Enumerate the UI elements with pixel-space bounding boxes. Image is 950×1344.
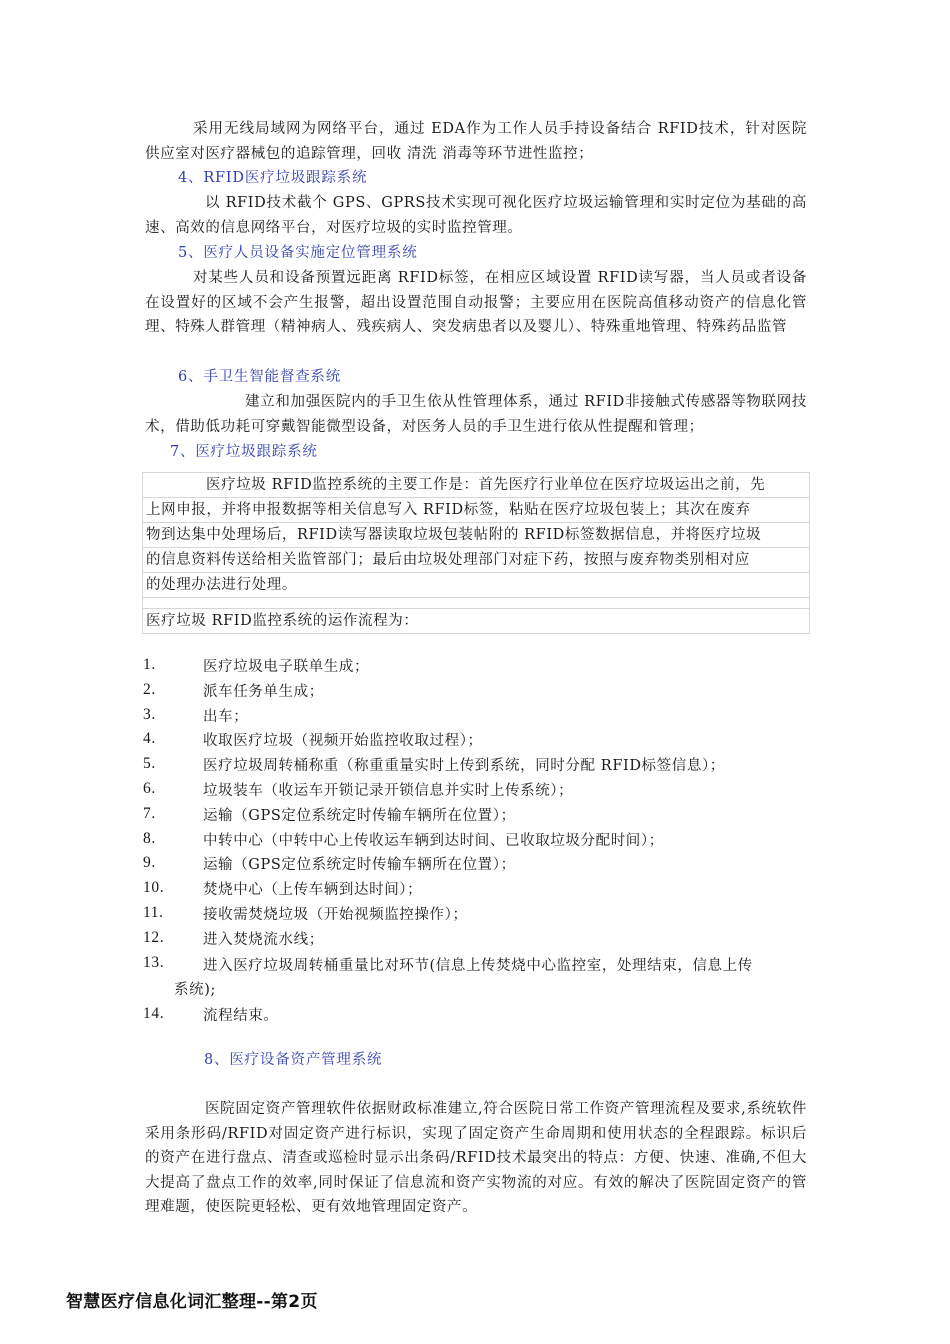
flow-step-text: 焚烧中心（上传车辆到达时间）； (203, 882, 423, 899)
paragraph-rfid-medical-waste: 以 RFID技术截个 GPS、GPRS技术实现可视化医疗垃圾运输管理和实时定位为基础的高速、高效的信息网络平台，对医疗垃圾的实时监控管理。 (145, 195, 807, 236)
box-line: 的信息资料传送给相关监管部门；最后由垃圾处理部门对症下药，按照与废弃物类别相对应 (143, 548, 809, 573)
box-line: 医疗垃圾 RFID监控系统的主要工作是：首先医疗行业单位在医疗垃圾运出之前，先 (143, 473, 809, 498)
flow-step-text: 派车任务单生成； (203, 683, 324, 700)
flow-step-text: 医疗垃圾周转桶称重（称重重量实时上传到系统，同时分配 RFID标签信息）； (203, 758, 725, 775)
paragraph-hand-hygiene: 建立和加强医院内的手卫生依从性管理体系，通过 RFID非接触式传感器等物联网技术，借助低功耗可穿戴智能微型设备，对医务人员的手卫生进行依从性提醒和管理； (145, 394, 807, 435)
flow-step-number: 10. (143, 879, 165, 897)
flow-step-number: 2. (143, 680, 156, 698)
flow-step-number: 7. (143, 804, 156, 822)
box-line: 物到达集中处理场后，RFID读写器读取垃圾包装帖附的 RFID标签数据信息，并将医疗垃圾 (143, 523, 809, 548)
flow-step (143, 679, 808, 704)
flow-step (143, 852, 808, 877)
flow-step-number: 11. (143, 903, 164, 921)
box-line: 上网申报，并将申报数据等相关信息写入 RFID标签，粘贴在医疗垃圾包装上；其次在废弃 (143, 498, 809, 523)
flow-step (143, 704, 808, 729)
flow-step-text-continued: 系统); (174, 981, 216, 998)
flow-step (143, 952, 808, 1003)
flow-step-text: 收取医疗垃圾（视频开始监控收取过程）； (203, 733, 483, 750)
box-line-flow-intro: 医疗垃圾 RFID监控系统的运作流程为： (146, 613, 419, 629)
flow-step (143, 654, 808, 679)
flow-step-number: 5. (143, 755, 156, 773)
flow-list (143, 654, 808, 1027)
flow-step-text: 运输（GPS定位系统定时传输车辆所在位置）； (203, 857, 516, 874)
flow-step-text: 进入焚烧流水线； (203, 931, 324, 948)
flow-step (143, 803, 808, 828)
waste-monitoring-box (142, 472, 810, 634)
flow-step-number: 4. (143, 730, 156, 748)
flow-step-text: 垃圾装车（收运车开锁记录开锁信息并实时上传系统）； (203, 782, 574, 799)
flow-step (143, 728, 808, 753)
paragraph-personnel-location: 对某些人员和设备预置远距离 RFID标签，在相应区域设置 RFID读写器，当人员或者设备在设置好的区域不会产生报警，超出设置范围自动报警；主要应用在医院高值移动资产的信息化管理、特殊人群管理（精神病人、残疾病人、突发病患者以及婴儿）、特殊重地管理、特殊药品监管 (145, 270, 807, 335)
flow-step-text: 进入医疗垃圾周转桶重量比对环节(信息上传焚烧中心监控室，处理结束，信息上传 (203, 957, 753, 974)
flow-step-number: 12. (143, 928, 165, 946)
heading-personnel-location: 5、医疗人员设备实施定位管理系统 (178, 245, 418, 261)
flow-step-text: 医疗垃圾电子联单生成； (203, 659, 370, 675)
flow-step (143, 1003, 808, 1028)
flow-step-number: 9. (143, 854, 156, 872)
flow-step-text: 流程结束。 (203, 1007, 279, 1024)
flow-step (143, 753, 808, 778)
page-footer: 智慧医疗信息化词汇整理--第2页 (66, 1292, 318, 1312)
heading-hand-hygiene: 6、手卫生智能督查系统 (178, 369, 342, 385)
box-spacer (143, 598, 809, 609)
flow-step (143, 778, 808, 803)
intro-paragraph: 采用无线局域网为网络平台，通过 EDA作为工作人员手持设备结合 RFID技术，针对医院供应室对医疗器械包的追踪管理，回收 清洗 消毒等环节进性监控； (145, 121, 807, 162)
flow-step-number: 13. (143, 953, 165, 971)
heading-asset-management: 8、医疗设备资产管理系统 (204, 1052, 383, 1068)
paragraph-asset-management: 医院固定资产管理软件依据财政标准建立,符合医院日常工作资产管理流程及要求,系统软件采用条形码/RFID对固定资产进行标识，实现了固定资产生命周期和使用状态的全程跟踪。标识后的资产在进行盘点、清查或巡检时显示出条码/RFID技术最突出的特点：方便、快速、准确,不但大大提高了盘点工作的效率,同时保证了信息流和资产实物流的对应。有效的解决了医院固定资产的管理难题，使医院更轻松、更有效地管理固定资产。 (145, 1101, 807, 1215)
flow-step-number: 6. (143, 779, 156, 797)
box-line: 的处理办法进行处理。 (143, 573, 809, 598)
flow-step (143, 877, 808, 902)
heading-rfid-medical-waste: 4、RFID医疗垃圾跟踪系统 (178, 170, 368, 186)
flow-step-text: 接收需焚烧垃圾（开始视频监控操作）； (203, 906, 468, 923)
flow-step (143, 927, 808, 952)
flow-step-number: 14. (143, 1004, 165, 1022)
flow-step (143, 828, 808, 853)
flow-step-number: 3. (143, 705, 156, 723)
flow-step-number: 8. (143, 829, 156, 847)
flow-step-text: 中转中心（中转中心上传收运车辆到达时间、已收取垃圾分配时间）； (203, 832, 664, 849)
flow-step-number: 1. (143, 656, 156, 673)
flow-step (143, 902, 808, 927)
flow-step-text: 运输（GPS定位系统定时传输车辆所在位置）； (203, 807, 516, 824)
heading-waste-tracking: 7、医疗垃圾跟踪系统 (170, 444, 318, 460)
flow-step-text: 出车； (203, 708, 249, 725)
